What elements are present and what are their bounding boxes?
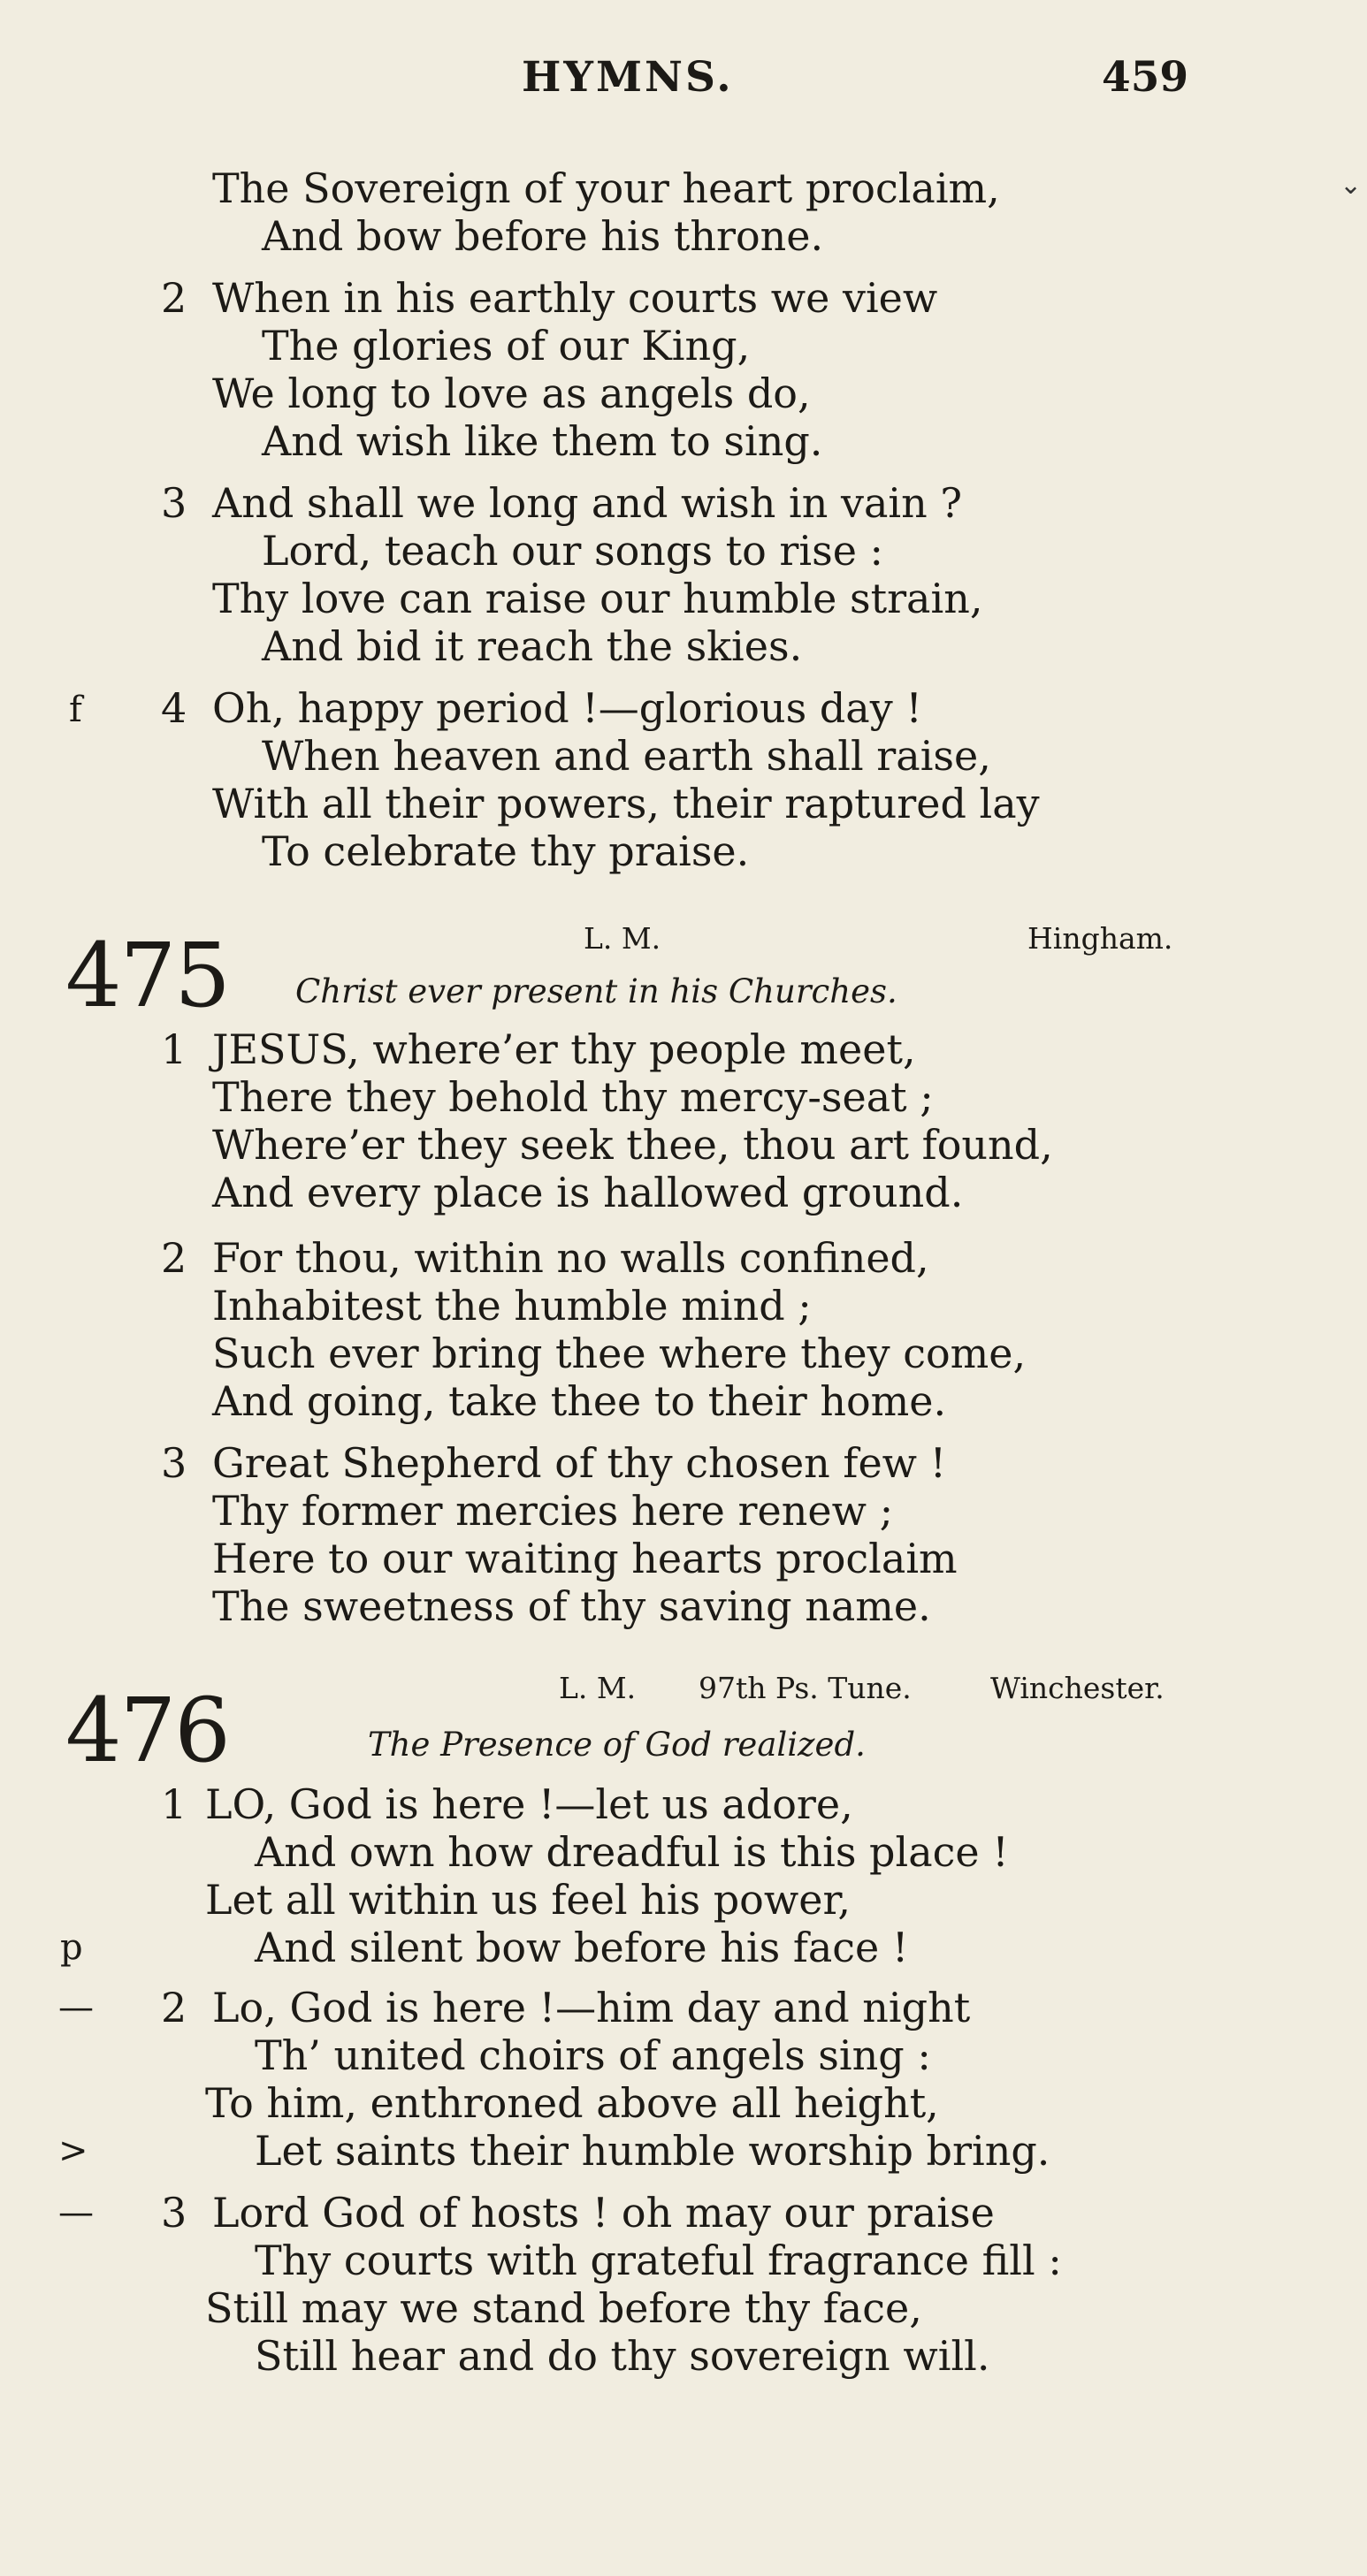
verse-line: And own how dreadful is this place !: [255, 1828, 1009, 1876]
verse-line: And bid it reach the skies.: [262, 622, 803, 670]
running-title: HYMNS.: [522, 53, 734, 102]
verse-line: With all their powers, their raptured lay: [212, 780, 1040, 827]
stray-mark: ⌄: [1340, 170, 1363, 201]
verse-line: Lord, teach our songs to rise :: [262, 527, 884, 575]
verse-line: And every place is hallowed ground.: [212, 1169, 964, 1216]
running-head: [0, 53, 1367, 115]
verse-line: Here to our waiting hearts proclaim: [212, 1535, 958, 1582]
verse-line: Still hear and do thy sovereign will.: [255, 2332, 990, 2380]
page-number: 459: [1102, 53, 1189, 102]
verse-line: And going, take thee to their home.: [212, 1377, 947, 1425]
dynamic-mark: —: [58, 1987, 94, 2028]
verse-line: Inhabitest the humble mind ;: [212, 1282, 812, 1330]
verse-line: And wish like them to sing.: [262, 417, 823, 465]
dynamic-mark: f: [69, 690, 82, 730]
hymn-title: The Presence of God realized.: [368, 1726, 866, 1764]
verse-line: To celebrate thy praise.: [262, 827, 750, 875]
verse-line: The sweetness of thy saving name.: [212, 1582, 931, 1630]
verse-line: Oh, happy period !—glorious day !: [212, 684, 922, 732]
hymn-number: 476: [65, 1679, 229, 1782]
verse-line: Thy former mercies here renew ;: [212, 1487, 894, 1535]
hymn-title: Christ ever present in his Churches.: [295, 972, 897, 1010]
verse-line: Lord God of hosts ! oh may our praise: [212, 2189, 995, 2237]
verse-line: When heaven and earth shall raise,: [262, 732, 991, 780]
verse-number: 3: [161, 479, 187, 527]
verse-line: And silent bow before his face !: [255, 1924, 909, 1971]
verse-number: 3: [161, 2189, 187, 2237]
verse-line: And bow before his throne.: [262, 212, 824, 260]
verse-number: 4: [161, 684, 187, 732]
hymn-tune-alt: Winchester.: [990, 1671, 1165, 1705]
dynamic-mark: —: [58, 2192, 94, 2233]
verse-line: Where’er they seek thee, thou art found,: [212, 1121, 1053, 1169]
verse-line: For thou, within no walls confined,: [212, 1234, 929, 1282]
verse-line: The Sovereign of your heart proclaim,: [212, 164, 1000, 212]
verse-line: JESUS, where’er thy people meet,: [212, 1025, 916, 1073]
verse-line: When in his earthly courts we view: [212, 274, 938, 322]
verse-line: Let all within us feel his power,: [205, 1876, 852, 1924]
hymn-meter: L. M.: [584, 921, 661, 956]
verse-line: Thy love can raise our humble strain,: [212, 575, 983, 622]
verse-line: The glories of our King,: [262, 322, 751, 370]
verse-line: Great Shepherd of thy chosen few !: [212, 1439, 947, 1487]
verse-number: 1: [161, 1025, 187, 1073]
hymn-tune: 97th Ps. Tune.: [699, 1671, 912, 1705]
verse-line: LO, God is here !—let us adore,: [205, 1780, 853, 1828]
hymn-tune: Hingham.: [1027, 921, 1173, 956]
verse-line: There they behold thy mercy-seat ;: [212, 1073, 934, 1121]
verse-line: Let saints their humble worship bring.: [255, 2127, 1050, 2175]
verse-number: 3: [161, 1439, 187, 1487]
verse-number: 2: [161, 1984, 187, 2031]
verse-line: To him, enthroned above all height,: [205, 2079, 939, 2127]
verse-number: 2: [161, 1234, 187, 1282]
hymn-number: 475: [65, 924, 229, 1027]
verse-line: Thy courts with grateful fragrance fill :: [255, 2237, 1062, 2284]
dynamic-mark: p: [60, 1927, 83, 1968]
hymn-meter: L. M.: [559, 1671, 637, 1705]
verse-number: 2: [161, 274, 187, 322]
verse-line: Such ever bring thee where they come,: [212, 1330, 1027, 1377]
verse-line: We long to love as angels do,: [212, 370, 811, 417]
verse-number: 1: [161, 1780, 187, 1828]
verse-line: And shall we long and wish in vain ?: [212, 479, 962, 527]
verse-line: Th’ united choirs of angels sing :: [255, 2031, 931, 2079]
verse-line: Lo, God is here !—him day and night: [212, 1984, 971, 2031]
verse-line: Still may we stand before thy face,: [205, 2284, 922, 2332]
dynamic-mark: >: [58, 2130, 88, 2171]
